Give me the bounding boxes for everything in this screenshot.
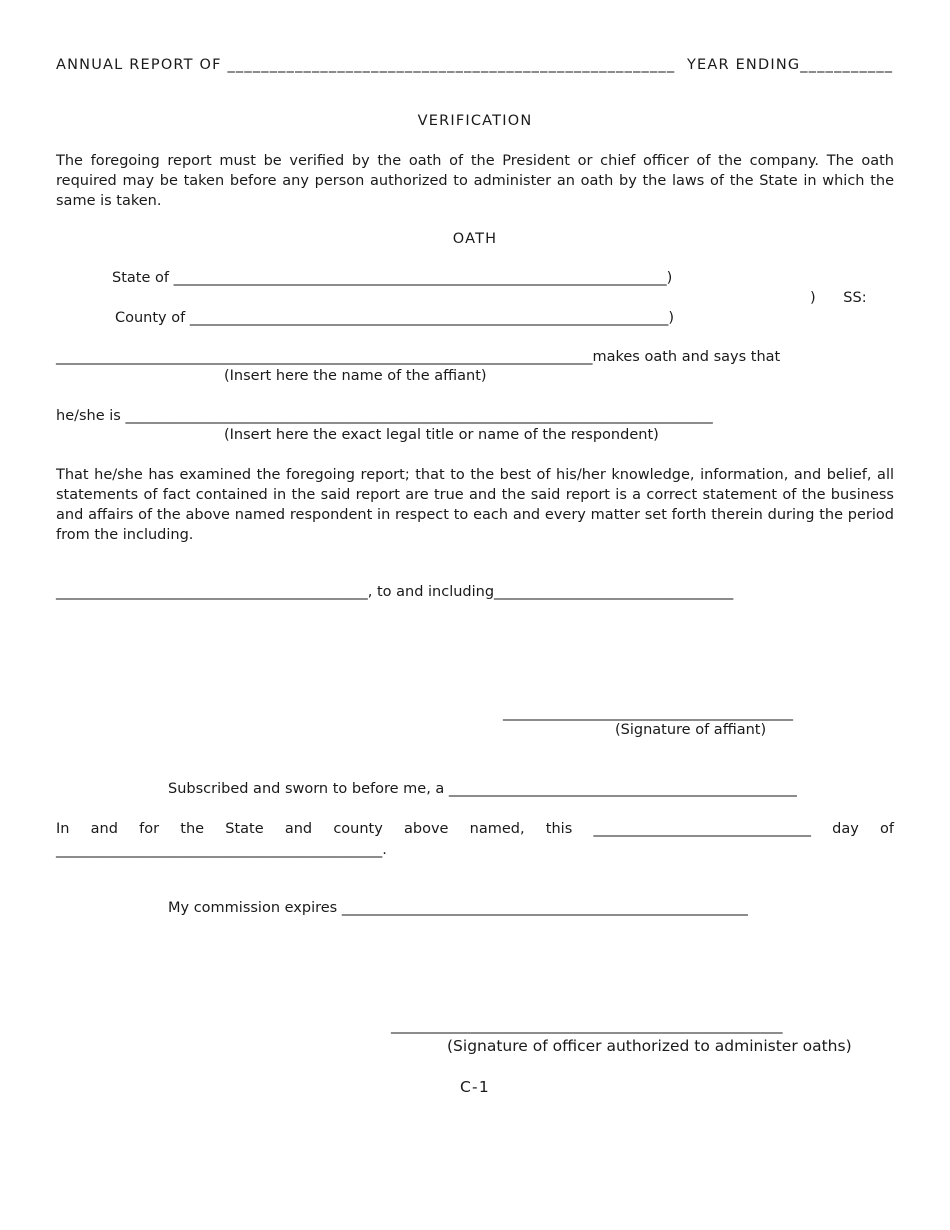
affiant-name-line: __________________________________________________________________________makes oath and says that [56,349,781,365]
respondent-line: he/she is _________________________________________________________________________________ [56,408,713,424]
affiant-signature-line: ________________________________________ [503,705,793,721]
affiant-name-caption: (Insert here the name of the affiant) [224,368,487,384]
ss-line: ) SS: [810,290,867,306]
officer-signature-line: ______________________________________________________ [391,1018,783,1034]
verification-title: VERIFICATION [417,113,533,129]
affiant-signature-caption: (Signature of affiant) [615,722,767,738]
in-and-for-line: In and for the State and county above named, this ______________________________ day of [56,821,894,837]
officer-signature-caption: (Signature of officer authorized to administer oaths) [447,1037,852,1055]
oath-statement: That he/she has examined the foregoing report; that to the best of his/her knowledge, information, and belief, all statements of fact contained in the said report are true and the said report is a correct statement of the business and affairs of the above named respondent in respect to each and every matter set forth therein during the period from the including. [56,467,894,543]
subscribed-sworn-line: Subscribed and sworn to before me, a ________________________________________________ [168,781,797,797]
verification-intro: The foregoing report must be verified by the oath of the President or chief officer of the company. The oath required may be taken before any person authorized to administer an oath by the laws of the State in which the same is taken. [56,153,894,209]
month-line: _____________________________________________. [56,842,387,858]
commission-expires-line: My commission expires ________________________________________________________ [168,900,748,916]
respondent-caption: (Insert here the exact legal title or name of the respondent) [224,427,659,443]
oath-title: OATH [452,231,498,247]
period-line: ___________________________________________, to and including_________________________________ [56,584,734,600]
annual-report-header: ANNUAL REPORT OF _____________________________________________________ YEAR ENDING___________ [56,57,894,73]
county-of-line: County of __________________________________________________________________) [115,310,674,326]
page-number: C-1 [460,1078,490,1096]
state-of-line: State of ____________________________________________________________________) [112,270,673,286]
